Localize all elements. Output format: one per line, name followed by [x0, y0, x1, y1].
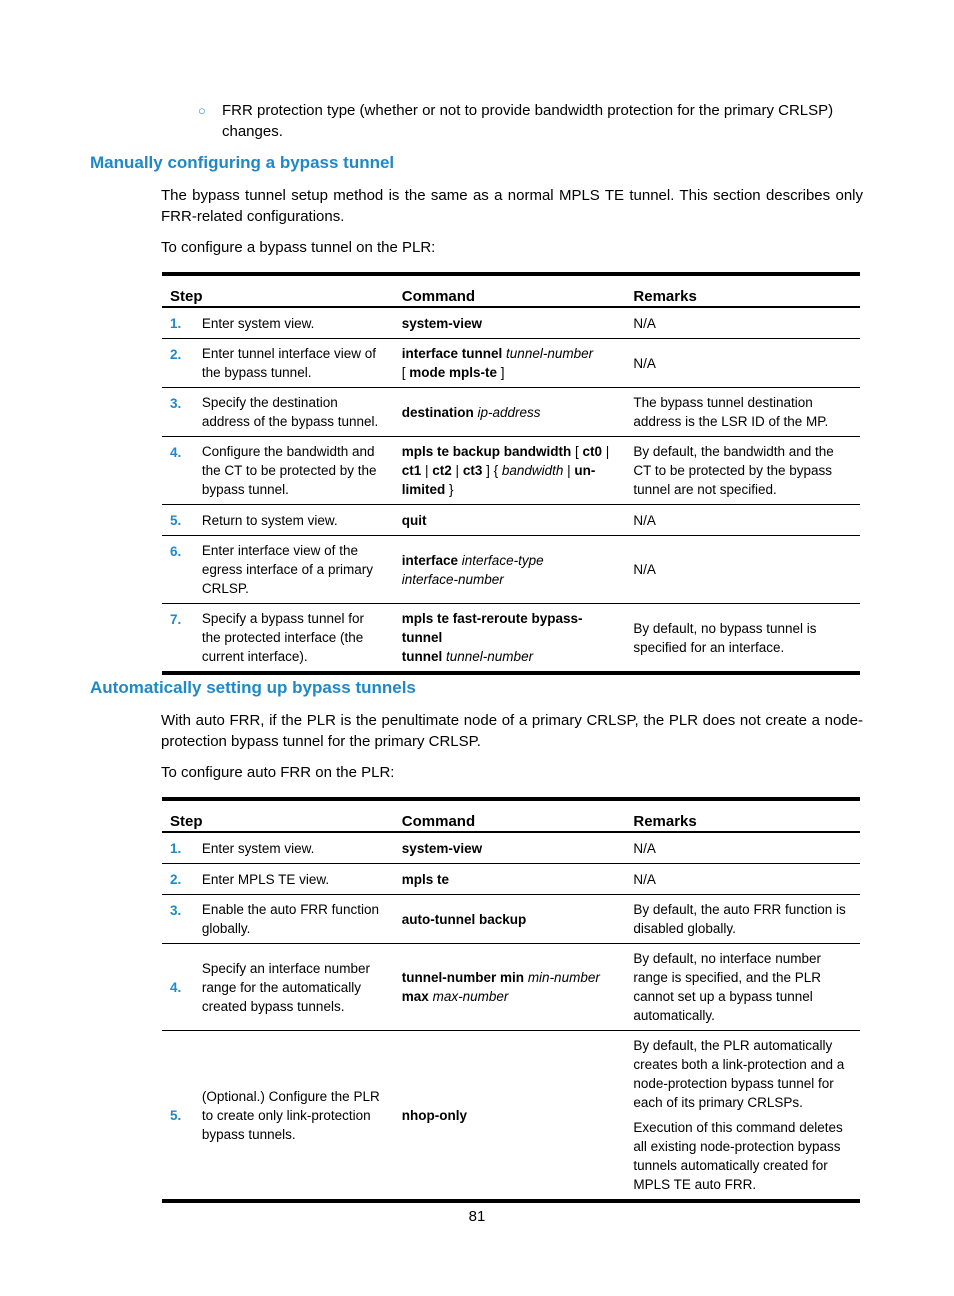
- remarks-cell: By default, the auto FRR function is disabled globally.: [625, 895, 860, 944]
- command-keyword: ct2: [432, 463, 452, 478]
- step-number: 1.: [162, 832, 194, 864]
- command-argument: interface-number: [401, 571, 504, 587]
- table-header-row: [162, 799, 860, 832]
- step-description: Specify the destination address of the bypass tunnel.: [194, 388, 394, 437]
- step-number: 2.: [162, 339, 194, 388]
- command-keyword: tunnel-number min: [401, 970, 525, 985]
- command-cell: [394, 944, 626, 1031]
- remarks-paragraph: By default, the PLR automatically creates both a link-protection and a node-protection bypass tunnel for each of its primary CRLSPs.: [633, 1038, 845, 1110]
- command-keyword: mpls te backup bandwidth: [401, 444, 572, 459]
- table-row: [162, 536, 860, 604]
- command-cell: [394, 307, 626, 339]
- table-row: [162, 307, 860, 339]
- step-number: 5.: [162, 1031, 194, 1202]
- command-cell: [394, 895, 626, 944]
- bypass-tunnel-config-table: [162, 272, 860, 675]
- step-description: Enter system view.: [194, 307, 394, 339]
- auto-frr-config-table: [162, 797, 860, 1203]
- remarks-cell: N/A: [625, 536, 860, 604]
- remarks-cell: N/A: [625, 339, 860, 388]
- section2-intro: To configure auto FRR on the PLR:: [161, 764, 395, 781]
- table-row: [162, 505, 860, 536]
- remarks-cell: [625, 1031, 860, 1202]
- remarks-cell: N/A: [625, 864, 860, 895]
- step-description: Specify a bypass tunnel for the protected interface (the current interface).: [194, 604, 394, 674]
- header-step: Step: [162, 799, 394, 832]
- command-argument: interface-type: [461, 552, 544, 568]
- command-separator: |: [602, 444, 610, 459]
- step-description: Enter interface view of the egress interface of a primary CRLSP.: [194, 536, 394, 604]
- remarks-cell: N/A: [625, 505, 860, 536]
- command-argument: min-number: [527, 970, 600, 985]
- table-row: [162, 437, 860, 505]
- header-remarks: Remarks: [625, 274, 860, 307]
- command-cell: [394, 536, 626, 604]
- step-description: Return to system view.: [194, 505, 394, 536]
- command-cell: [394, 864, 626, 895]
- command-cell: [394, 437, 626, 505]
- header-command: Command: [394, 799, 626, 832]
- step-number: 6.: [162, 536, 194, 604]
- command-cell: [394, 339, 626, 388]
- step-number: 7.: [162, 604, 194, 674]
- step-description: Enter MPLS TE view.: [194, 864, 394, 895]
- step-number: 5.: [162, 505, 194, 536]
- step-number: 4.: [162, 437, 194, 505]
- table-row: [162, 339, 860, 388]
- command-keyword: ct3: [462, 463, 483, 478]
- command-keyword: un-limited: [401, 463, 596, 497]
- table-header-row: [162, 274, 860, 307]
- command-argument: max-number: [432, 989, 509, 1004]
- table-row: [162, 832, 860, 864]
- remarks-cell: By default, no bypass tunnel is specified for an interface.: [625, 604, 860, 674]
- command-separator: |: [451, 463, 463, 478]
- command-keyword: max: [401, 989, 429, 1004]
- circle-bullet-icon: ○: [198, 103, 206, 118]
- section1-intro: To configure a bypass tunnel on the PLR:: [161, 239, 436, 256]
- table-row: [162, 895, 860, 944]
- section1-paragraph: The bypass tunnel setup method is the same as a normal MPLS TE tunnel. This section describes only FRR-related configurations.: [161, 187, 863, 225]
- command-separator: |: [563, 463, 575, 478]
- header-step: Step: [162, 274, 394, 307]
- command-cell: [394, 832, 626, 864]
- command-cell: [394, 388, 626, 437]
- command-argument: bandwidth: [501, 463, 564, 478]
- section-heading-auto-bypass: Automatically setting up bypass tunnels: [90, 678, 416, 697]
- step-number: 4.: [162, 944, 194, 1031]
- table-row: [162, 604, 860, 674]
- command-keyword: ct1: [401, 463, 422, 478]
- command-argument: tunnel-number: [506, 346, 594, 361]
- command-keyword: auto-tunnel backup: [401, 911, 527, 927]
- table-row: [162, 388, 860, 437]
- table-row: [162, 1031, 860, 1202]
- page-number: 81: [468, 1208, 486, 1225]
- command-cell: [394, 604, 626, 674]
- step-number: 2.: [162, 864, 194, 895]
- table-row: [162, 864, 860, 895]
- command-keyword: mpls te: [401, 871, 450, 887]
- section-heading-manual-bypass: Manually configuring a bypass tunnel: [90, 153, 395, 172]
- step-description: (Optional.) Configure the PLR to create only link-protection bypass tunnels.: [194, 1031, 394, 1202]
- header-command: Command: [394, 274, 626, 307]
- command-argument: ip-address: [477, 404, 541, 420]
- command-keyword: nhop-only: [401, 1107, 468, 1123]
- remarks-cell: N/A: [625, 307, 860, 339]
- step-number: 3.: [162, 895, 194, 944]
- command-separator: }: [445, 482, 454, 497]
- step-description: Enable the auto FRR function globally.: [194, 895, 394, 944]
- command-separator: [: [571, 444, 583, 459]
- remarks-cell: N/A: [625, 832, 860, 864]
- command-keyword: system-view: [401, 315, 483, 331]
- bullet-text: FRR protection type (whether or not to provide bandwidth protection for the primary CRLSP) changes.: [222, 102, 834, 140]
- step-description: Configure the bandwidth and the CT to be protected by the bypass tunnel.: [194, 437, 394, 505]
- remarks-cell: The bypass tunnel destination address is the LSR ID of the MP.: [625, 388, 860, 437]
- step-number: 1.: [162, 307, 194, 339]
- command-keyword: interface: [401, 552, 459, 568]
- table-row: [162, 944, 860, 1031]
- header-remarks: Remarks: [625, 799, 860, 832]
- command-cell: [394, 505, 626, 536]
- command-keyword: interface tunnel: [401, 346, 503, 361]
- command-separator: [: [401, 365, 410, 380]
- remarks-cell: By default, no interface number range is specified, and the PLR cannot set up a bypass tunnel automatically.: [625, 944, 860, 1031]
- command-keyword: mpls te fast-reroute bypass-tunnel: [401, 611, 583, 645]
- command-cell: [394, 1031, 626, 1202]
- step-description: Enter system view.: [194, 832, 394, 864]
- command-keyword: tunnel: [401, 649, 443, 664]
- step-number: 3.: [162, 388, 194, 437]
- command-separator: ]: [497, 365, 505, 380]
- command-keyword: system-view: [401, 840, 483, 856]
- command-argument: tunnel-number: [446, 649, 534, 664]
- remarks-paragraph: Execution of this command deletes all existing node-protection bypass tunnels automatically created for MPLS TE auto FRR.: [633, 1120, 843, 1192]
- command-keyword: mode mpls-te: [409, 365, 498, 380]
- command-keyword: destination: [401, 404, 474, 420]
- command-keyword: quit: [401, 512, 427, 528]
- command-separator: |: [421, 463, 433, 478]
- command-separator: ] {: [482, 463, 502, 478]
- step-description: Enter tunnel interface view of the bypass tunnel.: [194, 339, 394, 388]
- command-keyword: ct0: [582, 444, 603, 459]
- remarks-cell: By default, the bandwidth and the CT to be protected by the bypass tunnel are not specified.: [625, 437, 860, 505]
- step-description: Specify an interface number range for the automatically created bypass tunnels.: [194, 944, 394, 1031]
- section2-paragraph: With auto FRR, if the PLR is the penultimate node of a primary CRLSP, the PLR does not create a node-protection bypass tunnel for the primary CRLSP.: [161, 712, 863, 750]
